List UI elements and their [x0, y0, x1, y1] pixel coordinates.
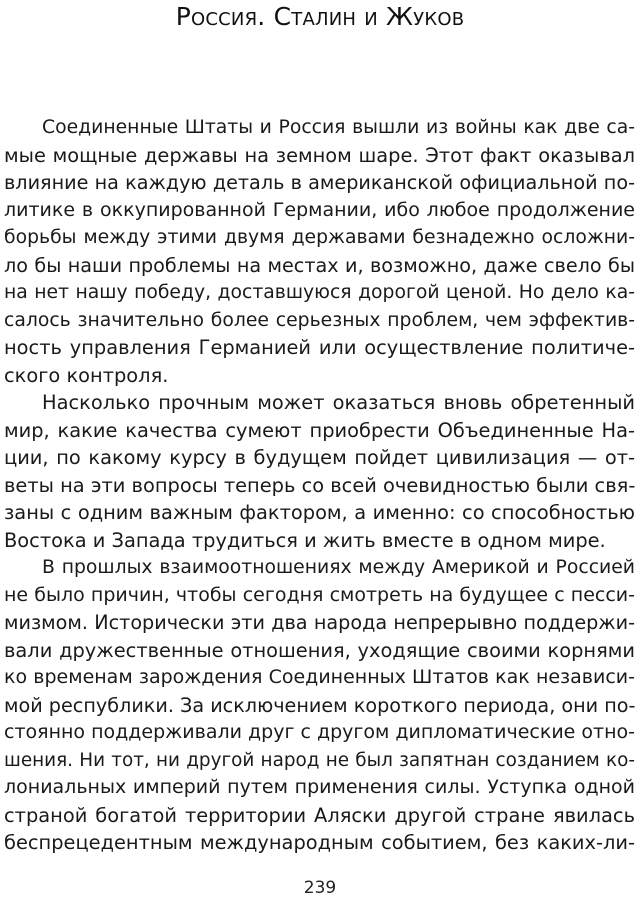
text-line: литике в оккупированной Германии, ибо любое продолжение: [4, 198, 635, 221]
text-line: веты на эти вопросы теперь со всей очевидностью были свя-: [4, 473, 635, 497]
text-line: стоянно поддерживали друг с другом дипломатические отно-: [4, 721, 635, 743]
text-line: на нет нашу победу, доставшуюся дорогой ценой. Но дело ка-: [4, 282, 635, 303]
text-line: влияние на каждую деталь в американской официальной по-: [4, 171, 635, 194]
text-line: ко временам зарождения Соединенных Штатов как независи-: [4, 666, 635, 688]
text-line: ло бы наши проблемы на местах и, возможно, даже свело бы: [4, 253, 635, 277]
text-line: заны с одним важным фактором, а именно: со способностью: [4, 501, 635, 524]
text-line: вали дружественные отношения, уходящие своими корнями: [4, 638, 635, 662]
text-line: лониальных империй путем применения силы. Уступка одной: [4, 776, 635, 798]
text-line: салось значительно более серьезных проблем, чем эффектив-: [4, 309, 635, 331]
text-line: мой республики. За исключением короткого периода, они по-: [4, 693, 635, 717]
text-line: ции, по какому курсу в будущем пойдет цивилизация — от-: [4, 446, 635, 469]
text-line: страной богатой территории Аляски другой стране явилась: [4, 803, 635, 827]
body-text: [4, 114, 635, 857]
text-line: мир, какие качества сумеют приобрести Объединенные На-: [4, 418, 635, 442]
text-line: В прошлых взаимоотношениях между Америкой и Россией: [42, 557, 635, 578]
text-line: ского контроля.: [4, 363, 169, 387]
text-line: беспрецедентным международным событием, без каких-ли-: [4, 831, 635, 854]
text-line: Соединенные Штаты и Россия вышли из войны как две са-: [42, 117, 635, 138]
text-line: Насколько прочным может оказаться вновь обретенный: [42, 391, 635, 414]
text-line: мизмом. Исторически эти два народа непрерывно поддержи-: [4, 611, 635, 634]
text-line: борьбы между этими двумя державами безнадежно осложни-: [4, 227, 635, 248]
text-line: мые мощные державы на земном шаре. Этот факт оказывал: [4, 143, 635, 167]
text-line: Востока и Запада трудиться и жить вместе в одном мире.: [4, 528, 606, 552]
running-head-title: Россия. Сталин и Жуков: [175, 2, 465, 31]
text-line: ность управления Германией или осуществление политиче-: [4, 336, 635, 359]
page-number: 239: [303, 878, 337, 898]
text-line: шения. Ни тот, ни другой народ не был запятнан созданием ко-: [4, 749, 635, 771]
text-line: не было причин, чтобы сегодня смотреть на будущее с песси-: [4, 583, 635, 606]
